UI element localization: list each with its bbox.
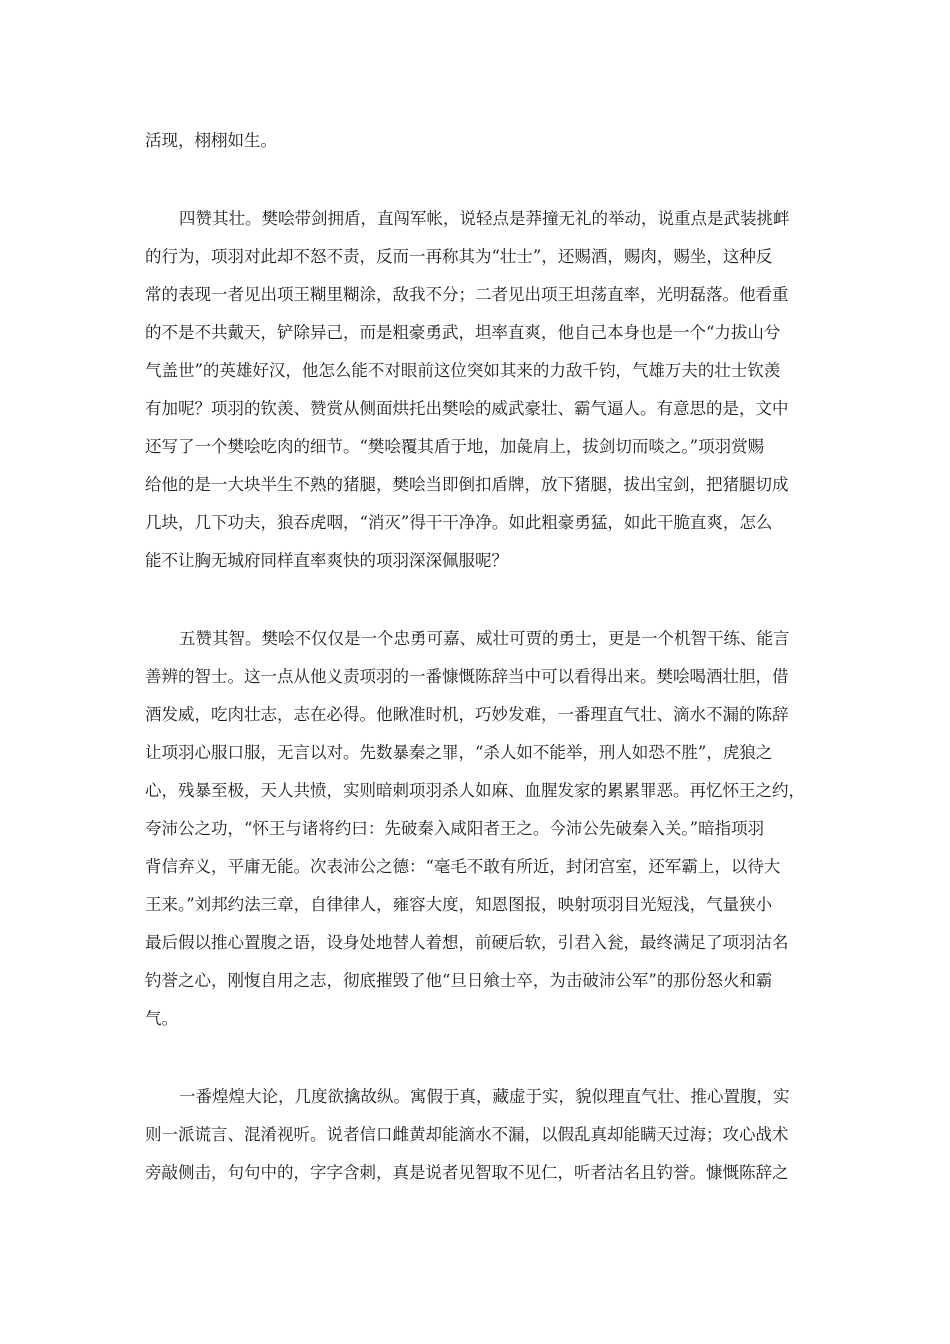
text-line: 五赞其智。樊哙不仅仅是一个忠勇可嘉、威壮可贾的勇士，更是一个机智干练、能言 [179, 629, 790, 648]
text-line: 四赞其壮。樊哙带剑拥盾，直闯军帐，说轻点是莽撞无礼的举动，说重点是武装挑衅 [179, 209, 790, 228]
paragraph-gap [145, 1038, 825, 1078]
paragraph-gap [145, 160, 825, 200]
text-line: 还写了一个樊哙吃肉的细节。“樊哙覆其盾于地，加彘肩上，拔剑切而啖之。”项羽赏赐 [145, 437, 765, 456]
text-line: 气盖世”的英雄好汉，他怎么能不对眼前这位突如其来的力敌千钧，气雄万夫的壮士钦羡 [145, 361, 781, 380]
text-line: 背信弃义，平庸无能。次表沛公之德：“毫毛不敢有所近，封闭宫室，还军霸上，以待大 [145, 857, 781, 876]
text-line: 一番煌煌大论，几度欲擒故纵。寓假于真，藏虚于实，貌似理直气壮、推心置腹，实 [179, 1087, 790, 1106]
text-line: 善辨的智士。这一点从他义责项羽的一番慷慨陈辞当中可以看得出来。樊哙喝酒壮胆，借 [145, 667, 789, 686]
text-line: 能不让胸无城府同样直率爽快的项羽深深佩服呢？ [145, 551, 508, 570]
paragraph-gap [145, 580, 825, 620]
text-line: 几块，几下功夫，狼吞虎咽，“消灭”得干干净净。如此粗豪勇猛，如此干脆直爽，怎么 [145, 513, 773, 532]
text-line: 有加呢？项羽的钦羡、赞赏从侧面烘托出樊哙的威武豪壮、霸气逼人。有意思的是，文中 [145, 399, 789, 418]
text-line: 心，残暴至极，天人共愤，实则暗刺项羽杀人如麻、血腥发家的累累罪恶。再忆怀王之约， [145, 781, 805, 800]
text-line: 让项羽心服口服，无言以对。先数暴秦之罪，“杀人如不能举，刑人如恐不胜”，虎狼之 [145, 743, 773, 762]
text-line: 酒发威，吃肉壮志，志在必得。他瞅准时机，巧妙发难，一番理直气壮、滴水不漏的陈辞 [145, 705, 789, 724]
text-line: 旁敲侧击，句句中的，字字含刺，真是说者见智取不见仁，听者沽名且钓誉。慷慨陈辞之 [145, 1163, 789, 1182]
text-line: 则一派谎言、混淆视听。说者信口雌黄却能滴水不漏，以假乱真却能瞒天过海；攻心战术 [145, 1125, 789, 1144]
text-line: 气。 [145, 1009, 178, 1028]
paragraph-four-praise-strength [145, 200, 825, 580]
paragraph-five-praise-wisdom [145, 620, 825, 1038]
paragraph-continuation [145, 122, 825, 160]
text-line: 活现，栩栩如生。 [145, 131, 277, 150]
text-line: 最后假以推心置腹之语，设身处地替人着想，前硬后软，引君入瓮，最终满足了项羽沽名 [145, 933, 789, 952]
text-line: 钓誉之心，刚愎自用之志，彻底摧毁了他“旦日飨士卒，为击破沛公军”的那份怒火和霸 [145, 971, 773, 990]
text-line: 的不是不共戴天，铲除异己，而是粗豪勇武，坦率直爽，他自己本身也是一个“力拔山兮 [145, 323, 781, 342]
text-line: 王来。”刘邦约法三章，自律律人，雍容大度，知恩图报，映射项羽目光短浅，气量狭小 [145, 895, 773, 914]
paragraph-grand-speech [145, 1078, 825, 1192]
body-text [145, 122, 825, 1192]
text-line: 常的表现一者见出项王糊里糊涂，敌我不分；二者见出项王坦荡直率，光明磊落。他看重 [145, 285, 789, 304]
text-line: 的行为，项羽对此却不怒不责，反而一再称其为“壮士”，还赐酒，赐肉，赐坐，这种反 [145, 247, 773, 266]
text-line: 夸沛公之功，“怀王与诸将约曰：先破秦入咸阳者王之。今沛公先破秦入关。”暗指项羽 [145, 819, 765, 838]
text-line: 给他的是一大块半生不熟的猪腿，樊哙当即倒扣盾牌，放下猪腿，拔出宝剑，把猪腿切成 [145, 475, 789, 494]
